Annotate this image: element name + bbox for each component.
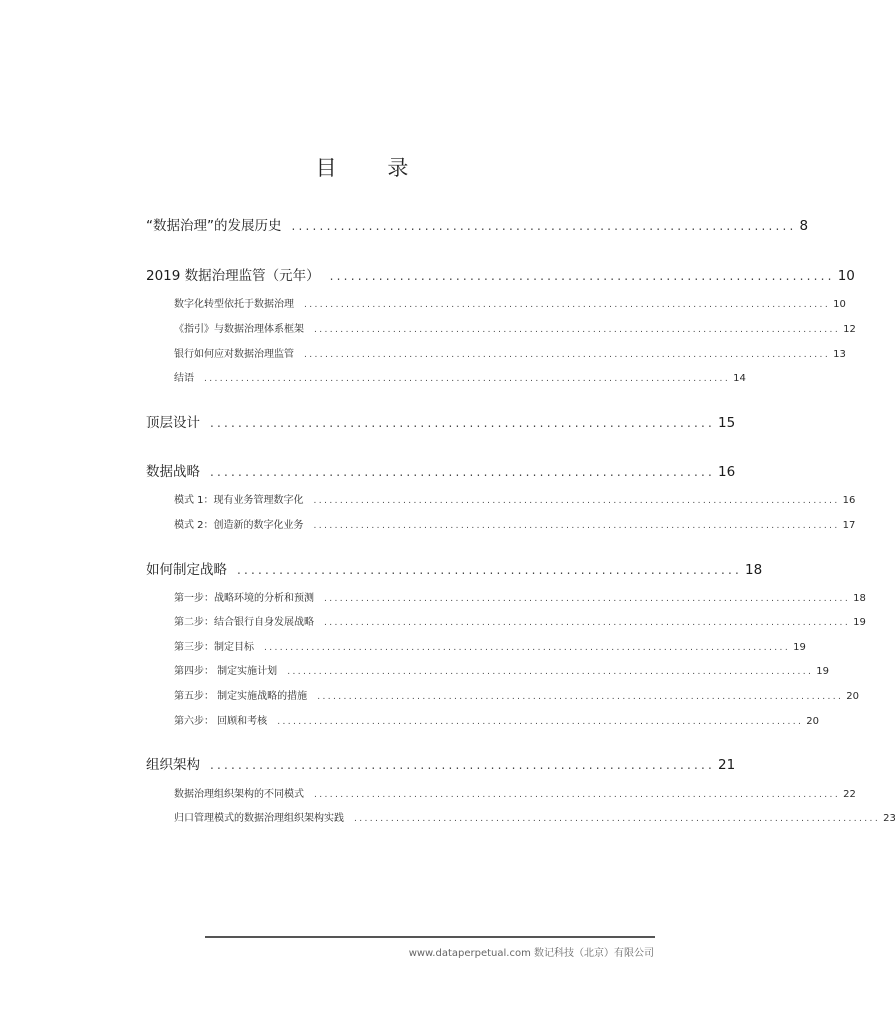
toc-subentry[interactable] [174, 662, 830, 677]
toc-entry-label: 数据治理组织架构的不同模式 [174, 789, 304, 800]
toc-subentry[interactable] [174, 809, 896, 824]
dot-leader: .................................................................................................... [287, 667, 814, 677]
toc-subentry[interactable] [174, 491, 856, 506]
dot-leader: .................................................................................................... [324, 618, 851, 628]
toc-entry[interactable] [146, 264, 855, 284]
toc-entry-label: 《指引》与数据治理体系框架 [174, 324, 304, 335]
toc-entry-page: 10 [837, 268, 855, 284]
toc-entry-label: “数据治理”的发展历史 [146, 218, 282, 234]
toc-entry-page: 14 [733, 373, 746, 384]
footer-divider [205, 936, 655, 938]
toc-subentry[interactable] [174, 687, 860, 702]
toc-entry-label: 如何制定战略 [146, 562, 227, 578]
dot-leader: ........................................................................ [210, 416, 716, 430]
toc-entry-label: 组织架构 [146, 757, 200, 773]
dot-leader: .................................................................................................... [313, 496, 840, 506]
toc-entry-label: 第五步： 制定实施战略的措施 [174, 691, 308, 702]
toc-entry[interactable] [146, 411, 736, 431]
toc-entry-page: 18 [853, 593, 866, 604]
toc-entry-page: 13 [833, 349, 846, 360]
toc-entry-page: 23 [883, 813, 896, 824]
page-title: 目 录 [315, 156, 431, 180]
toc-entry-label: 结语 [174, 373, 194, 384]
toc-entry-page: 15 [718, 415, 736, 431]
toc-entry-page: 8 [799, 218, 809, 234]
toc-entry-page: 16 [842, 495, 856, 506]
toc-entry-label: 第一步：战略环境的分析和预测 [174, 593, 314, 604]
toc-entry-page: 12 [843, 324, 856, 335]
toc-entry-page: 21 [718, 757, 736, 773]
toc-entry-label: 模式 2：创造新的数字化业务 [174, 520, 304, 531]
dot-leader: .................................................................................................... [354, 814, 881, 824]
dot-leader: ........................................................................ [291, 219, 797, 233]
toc-entry-label: 数字化转型依托于数据治理 [174, 299, 294, 310]
dot-leader: ........................................................................ [210, 465, 716, 479]
footer-text: www.dataperpetual.com 数记科技（北京）有限公司 [408, 948, 654, 959]
dot-leader: ........................................................................ [237, 563, 743, 577]
dot-leader: .................................................................................................... [317, 692, 844, 702]
dot-leader: .................................................................................................... [304, 300, 831, 310]
toc-entry-page: 10 [833, 299, 846, 310]
toc-entry-label: 2019 数据治理监管（元年） [146, 268, 320, 284]
dot-leader: ........................................................................ [210, 758, 716, 772]
toc-entry[interactable] [146, 558, 763, 578]
toc-entry-label: 第二步：结合银行自身发展战略 [174, 617, 314, 628]
dot-leader: .................................................................................................... [204, 374, 731, 384]
toc-entry-page: 20 [846, 691, 860, 702]
toc-subentry[interactable] [174, 320, 856, 335]
toc-entry-page: 18 [745, 562, 763, 578]
toc-entry-label: 银行如何应对数据治理监管 [174, 349, 294, 360]
toc-subentry[interactable] [174, 712, 820, 727]
toc-entry-page: 17 [842, 520, 856, 531]
toc-subentry[interactable] [174, 785, 856, 800]
toc-entry-page: 19 [793, 642, 806, 653]
toc-entry-label: 顶层设计 [146, 415, 200, 431]
dot-leader: .................................................................................................... [313, 521, 840, 531]
toc-subentry[interactable] [174, 345, 846, 360]
toc-subentry[interactable] [174, 295, 846, 310]
toc-subentry[interactable] [174, 516, 856, 531]
toc-subentry[interactable] [174, 369, 746, 384]
toc-subentry[interactable] [174, 638, 806, 653]
toc-subentry[interactable] [174, 613, 866, 628]
dot-leader: .................................................................................................... [324, 594, 851, 604]
dot-leader: .................................................................................................... [277, 717, 804, 727]
toc-entry-page: 16 [718, 464, 736, 480]
toc-entry-label: 模式 1：现有业务管理数字化 [174, 495, 304, 506]
dot-leader: ........................................................................ [329, 269, 835, 283]
toc-subentry[interactable] [174, 589, 866, 604]
toc-entry-page: 19 [853, 617, 866, 628]
toc-entry[interactable] [146, 753, 736, 773]
toc-entry-page: 22 [843, 789, 856, 800]
dot-leader: .................................................................................................... [264, 643, 791, 653]
toc-entry-page: 20 [806, 716, 820, 727]
dot-leader: .................................................................................................... [314, 790, 841, 800]
toc-entry-label: 归口管理模式的数据治理组织架构实践 [174, 813, 344, 824]
toc-entry-page: 19 [816, 666, 830, 677]
dot-leader: .................................................................................................... [304, 350, 831, 360]
toc-entry-label: 第六步： 回顾和考核 [174, 716, 268, 727]
toc-entry[interactable] [146, 460, 736, 480]
toc-entry-label: 第四步： 制定实施计划 [174, 666, 278, 677]
dot-leader: .................................................................................................... [314, 325, 841, 335]
toc-entry-label: 数据战略 [146, 464, 200, 480]
toc-entry[interactable] [146, 214, 809, 234]
toc-entry-label: 第三步：制定目标 [174, 642, 254, 653]
